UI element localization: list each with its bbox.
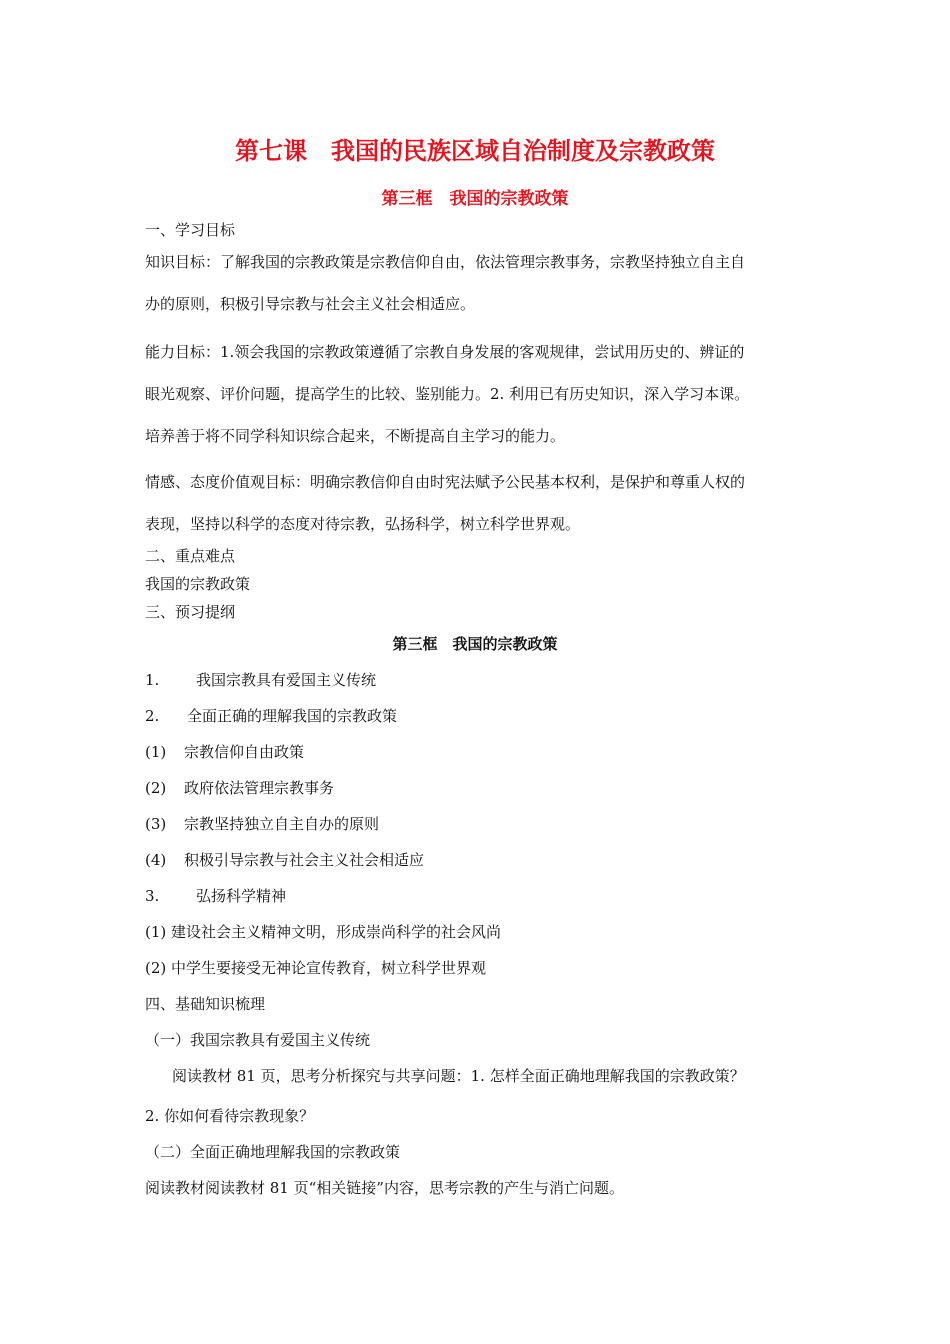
outline-subitem-text: 积极引导宗教与社会主义社会相适应 — [184, 851, 425, 869]
section-heading-outline: 三、预习提纲 — [145, 603, 236, 621]
outline-item-number: 3. — [145, 887, 160, 905]
basics-subheading-2: （二）全面正确地理解我国的宗教政策 — [145, 1143, 401, 1161]
ability-goal-line-1: 能力目标：1.领会我国的宗教政策遵循了宗教自身发展的客观规律，尝试用历史的、辨证的 — [145, 343, 745, 361]
outline-item-text: 我国宗教具有爱国主义传统 — [196, 671, 377, 689]
outline-center-heading: 第三框 我国的宗教政策 — [392, 635, 558, 653]
basics-subheading-1: （一）我国宗教具有爱国主义传统 — [145, 1031, 371, 1049]
section-heading-basics: 四、基础知识梳理 — [145, 995, 266, 1013]
outline-science-1: (1) 建设社会主义精神文明，形成崇尚科学的社会风尚 — [145, 923, 502, 941]
outline-subitem-number: (1) — [145, 743, 167, 761]
outline-subitem-text: 政府依法管理宗教事务 — [184, 779, 335, 797]
outline-subitem-text: 宗教信仰自由政策 — [184, 743, 305, 761]
outline-subitem-number: (3) — [145, 815, 167, 833]
basics-reading-2: 阅读教材阅读教材 81 页“相关链接”内容，思考宗教的产生与消亡问题。 — [145, 1179, 624, 1197]
page-subtitle: 第三框 我国的宗教政策 — [381, 189, 569, 209]
outline-item-text: 全面正确的理解我国的宗教政策 — [187, 707, 398, 725]
ability-goal-line-2: 眼光观察、评价问题，提高学生的比较、鉴别能力。2. 利用已有历史知识，深入学习本课。 — [145, 385, 750, 403]
outline-subitem-number: (2) — [145, 779, 167, 797]
outline-item-text: 弘扬科学精神 — [196, 887, 287, 905]
outline-subitem-number: (4) — [145, 851, 167, 869]
basics-reading-1-line-2: 2. 你如何看待宗教现象？ — [145, 1107, 315, 1125]
basics-reading-1-line-1: 阅读教材 81 页，思考分析探究与共享问题：1. 怎样全面正确地理解我国的宗教政策？ — [172, 1067, 745, 1085]
emotion-goal-line-2: 表现，坚持以科学的态度对待宗教，弘扬科学，树立科学世界观。 — [145, 515, 581, 533]
outline-subitem-text: 宗教坚持独立自主自办的原则 — [184, 815, 380, 833]
knowledge-goal-line-2: 办的原则，积极引导宗教与社会主义社会相适应。 — [145, 295, 476, 313]
outline-science-2: (2) 中学生要接受无神论宣传教育，树立科学世界观 — [145, 959, 487, 977]
ability-goal-line-3: 培养善于将不同学科知识综合起来，不断提高自主学习的能力。 — [145, 427, 566, 445]
page-title: 第七课 我国的民族区域自治制度及宗教政策 — [235, 137, 715, 165]
outline-item-number: 1. — [145, 671, 160, 689]
knowledge-goal-line-1: 知识目标：了解我国的宗教政策是宗教信仰自由，依法管理宗教事务，宗教坚持独立自主自 — [145, 253, 746, 271]
section-heading-goals: 一、学习目标 — [145, 221, 236, 239]
key-points-content: 我国的宗教政策 — [145, 575, 251, 593]
outline-item-number: 2. — [145, 707, 160, 725]
section-heading-key-points: 二、重点难点 — [145, 547, 236, 565]
emotion-goal-line-1: 情感、态度价值观目标：明确宗教信仰自由时宪法赋予公民基本权利，是保护和尊重人权的 — [145, 473, 746, 491]
